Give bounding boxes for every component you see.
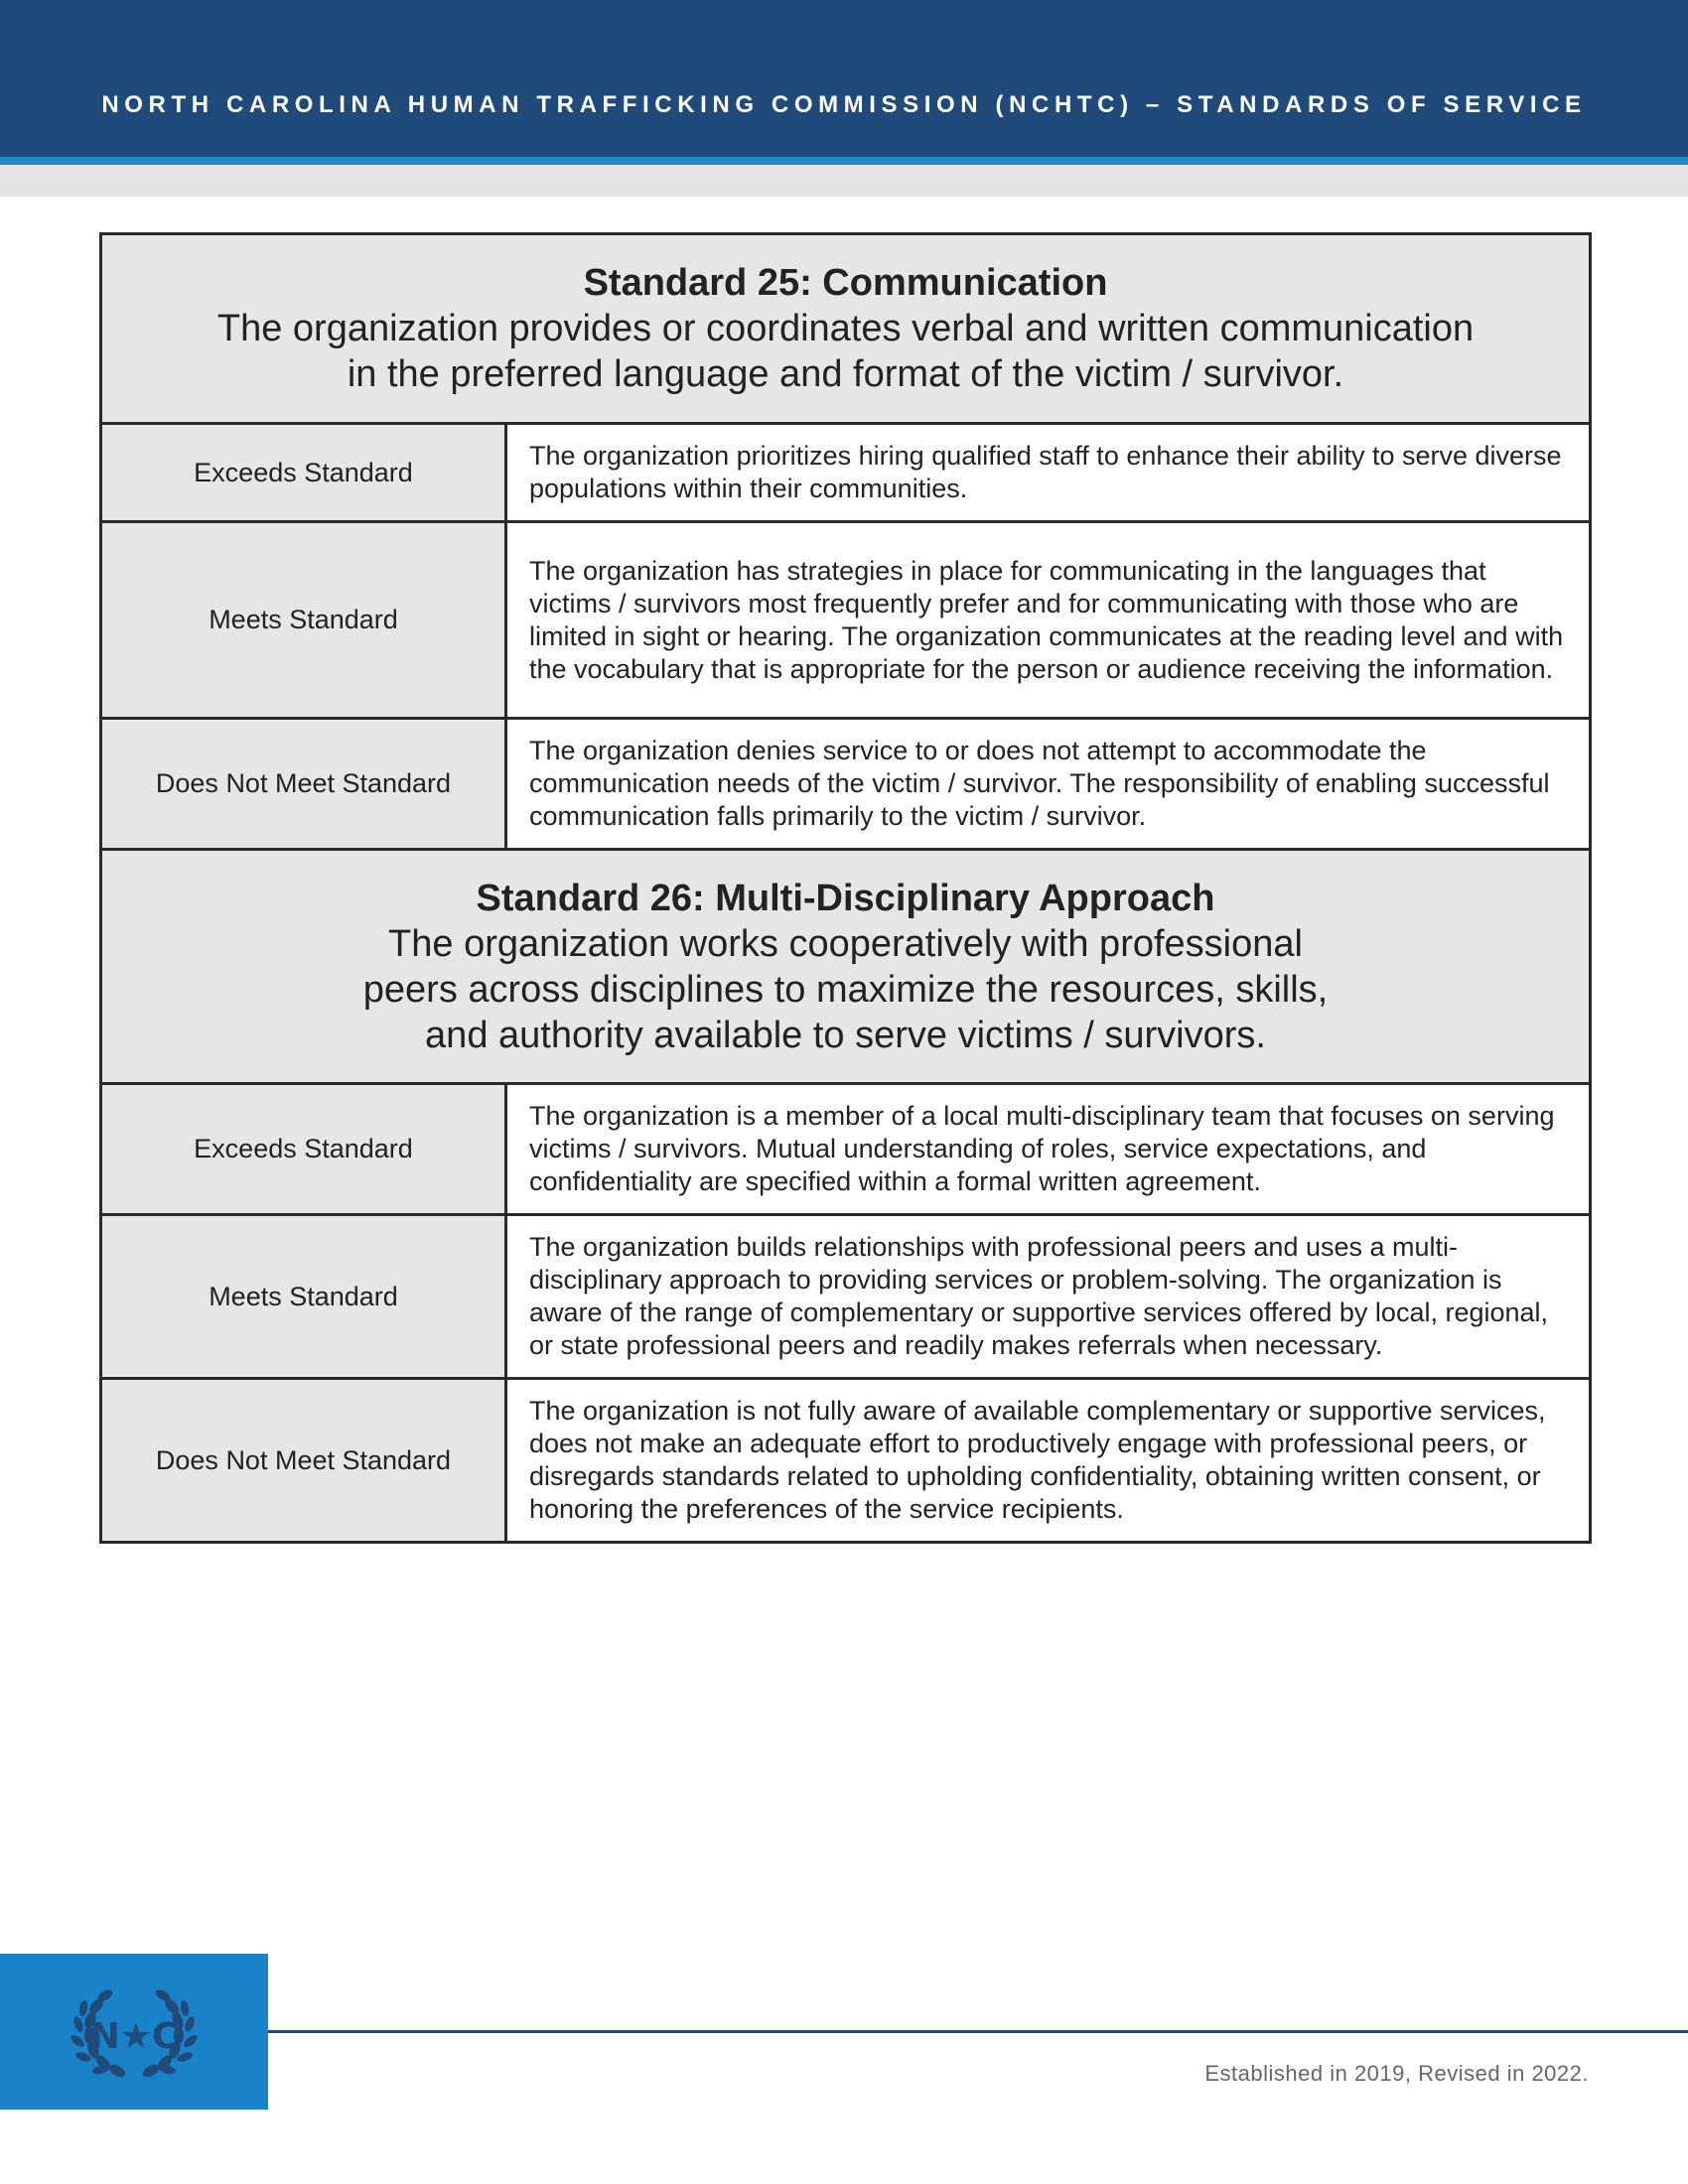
logo-lettering: N★C [89, 2016, 179, 2057]
level-label-does-not-meet: Does Not Meet Standard [101, 1379, 506, 1543]
standard-26-description [102, 921, 1589, 1058]
level-description: The organization has strategies in place for communicating in the languages that victims / survivors most frequently prefer and for communicating with those who are limited in sight or hearing. The organization communicates at the reading level and with the vocabulary that is appropriate for the person or audience receiving the information. [506, 522, 1591, 719]
level-label-exceeds: Exceeds Standard [101, 1084, 506, 1215]
level-label-does-not-meet: Does Not Meet Standard [101, 719, 506, 850]
header-gray-band [0, 165, 1688, 197]
level-description: The organization denies service to or does not attempt to accommodate the communication needs of the victim / survivor. The responsibility of enabling successful communication falls primarily to the victim / survivor. [506, 719, 1591, 850]
footer-rule [268, 2030, 1688, 2033]
header-accent-stripe [0, 157, 1688, 165]
standard-25-header [101, 234, 1591, 424]
standard-26-does-not-meet-row [101, 1379, 1591, 1543]
standard-26-header-row [101, 850, 1591, 1084]
footer-established-note: Established in 2019, Revised in 2022. [1204, 2061, 1589, 2086]
standard-25-description [102, 306, 1589, 397]
nc-commission-logo [0, 1954, 268, 2110]
standard-26-meets-row [101, 1215, 1591, 1379]
standards-table [99, 232, 1592, 1544]
standard-26-title: Standard 26: Multi-Disciplinary Approach [476, 877, 1215, 919]
laurel-wreath-icon [0, 1954, 268, 2110]
header-bar [0, 0, 1688, 157]
standard-25-description-line: in the preferred language and format of the victim / survivor. [347, 353, 1344, 395]
standard-26-exceeds-row [101, 1084, 1591, 1215]
standard-25-meets-row [101, 522, 1591, 719]
level-description: The organization builds relationships with professional peers and uses a multi-disciplinary approach to providing services or problem-solving. The organization is aware of the range of complementary or supportive services offered by local, regional, or state professional peers and readily makes referrals when necessary. [506, 1215, 1591, 1379]
level-description: The organization prioritizes hiring qualified staff to enhance their ability to serve diverse populations within their communities. [506, 424, 1591, 522]
page-header-title: NORTH CAROLINA HUMAN TRAFFICKING COMMISSION (NCHTC) – STANDARDS OF SERVICE [101, 91, 1587, 118]
standard-26-description-line: peers across disciplines to maximize the resources, skills, [362, 968, 1329, 1011]
standard-25-does-not-meet-row [101, 719, 1591, 850]
level-label-exceeds: Exceeds Standard [101, 424, 506, 522]
standard-25-exceeds-row [101, 424, 1591, 522]
standard-26-description-line: and authority available to serve victims / survivors. [425, 1014, 1266, 1056]
standard-26-header [101, 850, 1591, 1084]
level-description: The organization is not fully aware of available complementary or supportive services, does not make an adequate effort to productively engage with professional peers, or disregards standards related to upholding confidentiality, obtaining written consent, or honoring the preferences of the service recipients. [506, 1379, 1591, 1543]
standard-25-header-row [101, 234, 1591, 424]
standard-25-description-line: The organization provides or coordinates verbal and written communication [216, 308, 1475, 349]
level-label-meets: Meets Standard [101, 522, 506, 719]
level-label-meets: Meets Standard [101, 1215, 506, 1379]
standard-25-title: Standard 25: Communication [583, 262, 1108, 304]
level-description: The organization is a member of a local multi-disciplinary team that focuses on serving victims / survivors. Mutual understanding of roles, service expectations, and confidentiality are specified within a formal written agreement. [506, 1084, 1591, 1215]
standard-26-description-line: The organization works cooperatively with professional [388, 922, 1303, 965]
